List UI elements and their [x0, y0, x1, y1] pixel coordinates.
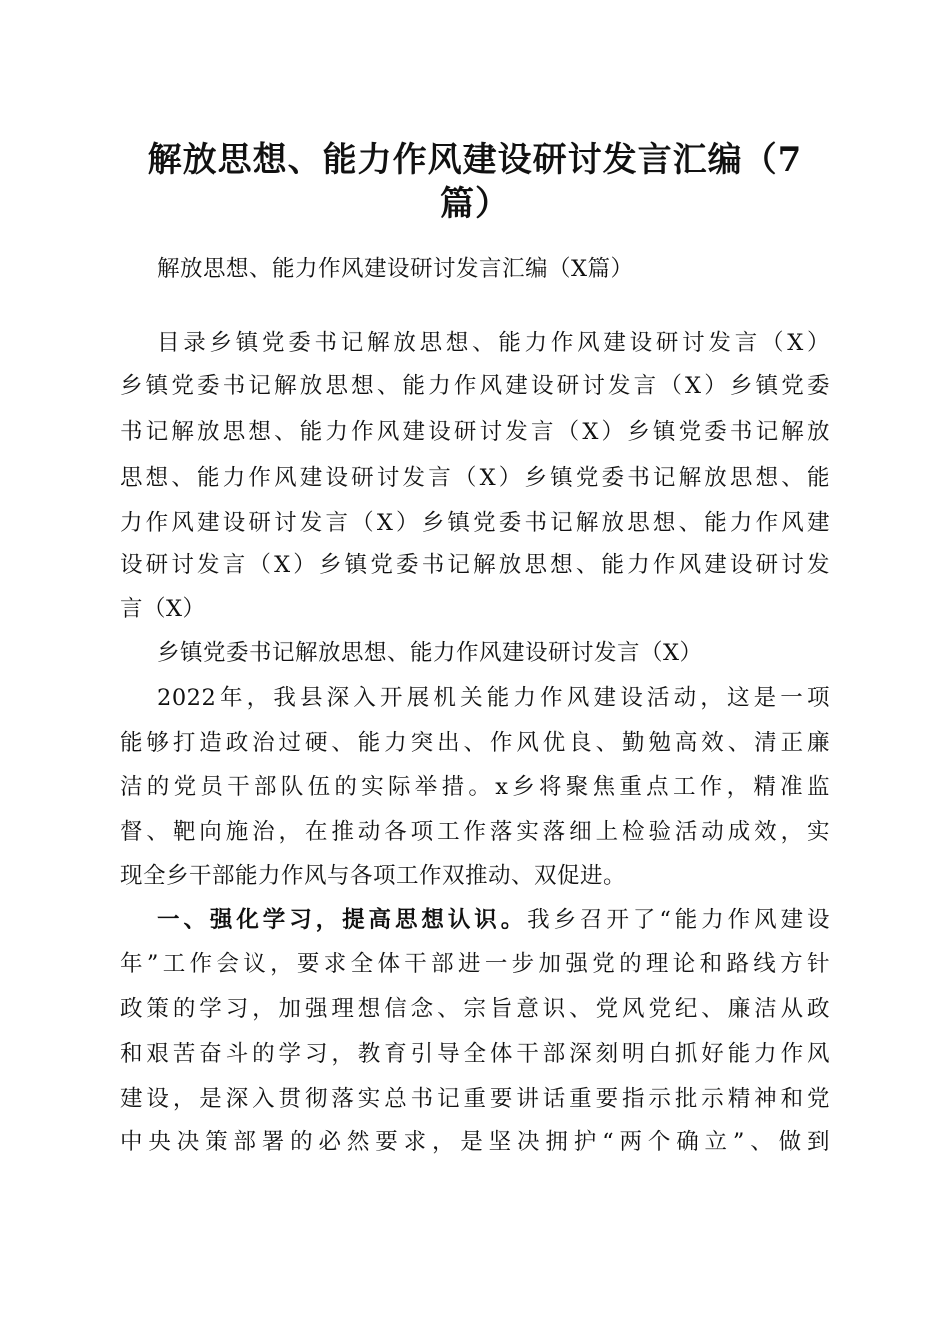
lead-rest: 我乡召开了“能力作风建设 [527, 907, 830, 933]
paragraph-line: 中央决策部署的必然要求，是坚决拥护“两个确立”、做到 [120, 1129, 830, 1155]
bold-lead: 一、强化学习，提高思想认识。 [157, 907, 528, 933]
paragraph-line: 政策的学习，加强理想信念、宗旨意识、党风党纪、廉洁从政 [120, 996, 830, 1022]
toc-line: 目录乡镇党委书记解放思想、能力作风建设研讨发言（X） [157, 330, 830, 356]
paragraph-line: 现全乡干部能力作风与各项工作双推动、双促进。 [120, 863, 627, 889]
paragraph-line: 年”工作会议，要求全体干部进一步加强党的理论和路线方针 [120, 951, 830, 977]
paragraph-first-line [157, 897, 830, 943]
paragraph-line: 建设，是深入贯彻落实总书记重要讲话重要指示批示精神和党 [120, 1086, 830, 1112]
paragraph-line: 和艰苦奋斗的学习，教育引导全体干部深刻明白抓好能力作风 [120, 1041, 830, 1067]
paragraph-line: 督、靶向施治，在推动各项工作落实落细上检验活动成效，实 [120, 819, 830, 845]
document-title-line-1: 解放思想、能力作风建设研讨发言汇编（7 [147, 140, 803, 180]
toc-line: 言（X） [120, 596, 206, 622]
paragraph-line: 洁的党员干部队伍的实际举措。x乡将聚焦重点工作，精准监 [120, 774, 830, 800]
section-heading: 乡镇党委书记解放思想、能力作风建设研讨发言（X） [157, 640, 703, 666]
paragraph-line: 能够打造政治过硬、能力突出、作风优良、勤勉高效、清正廉 [120, 730, 830, 756]
toc-line: 思想、能力作风建设研讨发言（X）乡镇党委书记解放思想、能 [120, 465, 830, 491]
toc-line: 设研讨发言（X）乡镇党委书记解放思想、能力作风建设研讨发 [120, 552, 830, 578]
paragraph-line: 2022年，我县深入开展机关能力作风建设活动，这是一项 [157, 685, 830, 711]
toc-line: 乡镇党委书记解放思想、能力作风建设研讨发言（X）乡镇党委 [120, 373, 830, 399]
document-subtitle: 解放思想、能力作风建设研讨发言汇编（X篇） [157, 256, 634, 282]
toc-line: 书记解放思想、能力作风建设研讨发言（X）乡镇党委书记解放 [120, 419, 830, 445]
toc-line: 力作风建设研讨发言（X）乡镇党委书记解放思想、能力作风建 [120, 510, 830, 536]
document-title-line-2: 篇） [440, 184, 510, 224]
